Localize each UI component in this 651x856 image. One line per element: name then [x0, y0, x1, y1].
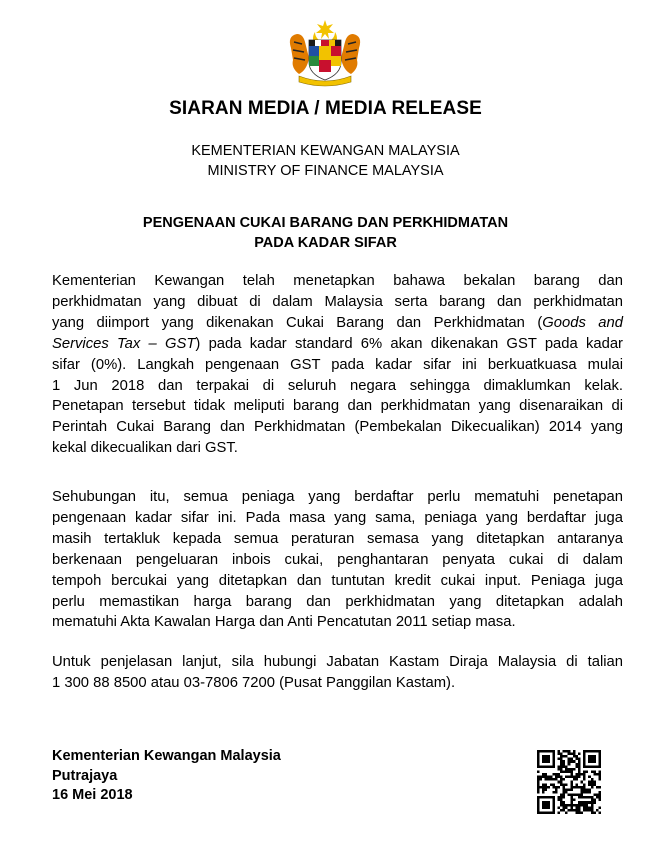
- paragraph-line: 1 300 88 8500 atau 03-7806 7200 (Pusat Panggilan Kastam).: [52, 674, 456, 691]
- paragraph-line: kekal dikecualikan dari GST.: [52, 440, 238, 457]
- signoff-block: [52, 747, 281, 806]
- italic-text: Goods and: [542, 314, 623, 331]
- paragraph-line: tempoh bercukai yang ditetapkan dan tuntutan kredit cukai input. Peniaga juga: [52, 572, 623, 589]
- ministry-name-malay: KEMENTERIAN KEWANGAN MALAYSIA: [191, 143, 460, 159]
- paragraph-line: perkhidmatan yang dibuat di dalam Malaysia serta barang dan perkhidmatan: [52, 293, 623, 310]
- signoff-date: 16 Mei 2018: [52, 787, 133, 803]
- paragraph-line: pengenaan kadar sifar ini. Pada masa yang sama, peniaga yang berdaftar juga: [52, 509, 623, 526]
- paragraph-line: [52, 313, 623, 334]
- ministry-name-english: MINISTRY OF FINANCE MALAYSIA: [207, 163, 444, 179]
- paragraph-contact-info: [52, 652, 623, 694]
- text-segment: ) pada kadar standard 6% akan dikenakan GST pada kadar: [195, 335, 623, 352]
- paragraph-line: Kementerian Kewangan telah menetapkan bahawa bekalan barang dan: [52, 273, 623, 289]
- text-segment: yang diimport yang dikenakan Cukai Barang dan Perkhidmatan (: [52, 314, 543, 331]
- paragraph-line: berkenaan pengeluaran inbois cukai, penghantaran penyata cukai di dalam: [52, 551, 623, 568]
- malaysia-coat-of-arms-icon: [285, 18, 365, 88]
- paragraph-line: mematuhi Akta Kawalan Harga dan Anti Pencatutan 2011 setiap masa.: [52, 614, 516, 631]
- qr-code-icon: [537, 750, 601, 814]
- paragraph-line: [52, 334, 623, 355]
- paragraph-line: perlu memastikan harga barang dan perkhidmatan yang ditetapkan adalah: [52, 593, 623, 610]
- paragraph-line: 1 Jun 2018 dan terpakai di seluruh negara sehingga dimaklumkan kelak.: [52, 377, 623, 394]
- paragraph-line: Untuk penjelasan lanjut, sila hubungi Jabatan Kastam Diraja Malaysia di talian: [52, 654, 623, 670]
- paragraph-line: Penetapan tersebut tidak meliputi barang dan perkhidmatan yang disenaraikan di: [52, 398, 623, 415]
- paragraph-gst-zero-rate: [52, 271, 623, 459]
- paragraph-line: Perintah Cukai Barang dan Perkhidmatan (Pembekalan Dikecualikan) 2014 yang: [52, 419, 623, 436]
- press-release-headline: [0, 213, 651, 253]
- ministry-name: [0, 141, 651, 181]
- signoff-place: Putrajaya: [52, 767, 118, 784]
- signoff-organisation: Kementerian Kewangan Malaysia: [52, 748, 281, 764]
- italic-text: Services Tax – GST: [52, 335, 196, 352]
- paragraph-line: masih tertakluk kepada semua peraturan semasa yang ditetapkan antaranya: [52, 530, 623, 547]
- release-title: SIARAN MEDIA / MEDIA RELEASE: [169, 98, 482, 119]
- paragraph-line: Sehubungan itu, semua peniaga yang berdaftar perlu mematuhi penetapan: [52, 489, 623, 505]
- paragraph-registered-traders: [52, 487, 623, 633]
- headline-line-2: PADA KADAR SIFAR: [254, 235, 397, 251]
- paragraph-line: sifar (0%). Langkah pengenaan GST pada kadar sifar ini berkuatkuasa mulai: [52, 356, 623, 373]
- headline-line-1: PENGENAAN CUKAI BARANG DAN PERKHIDMATAN: [142, 215, 509, 231]
